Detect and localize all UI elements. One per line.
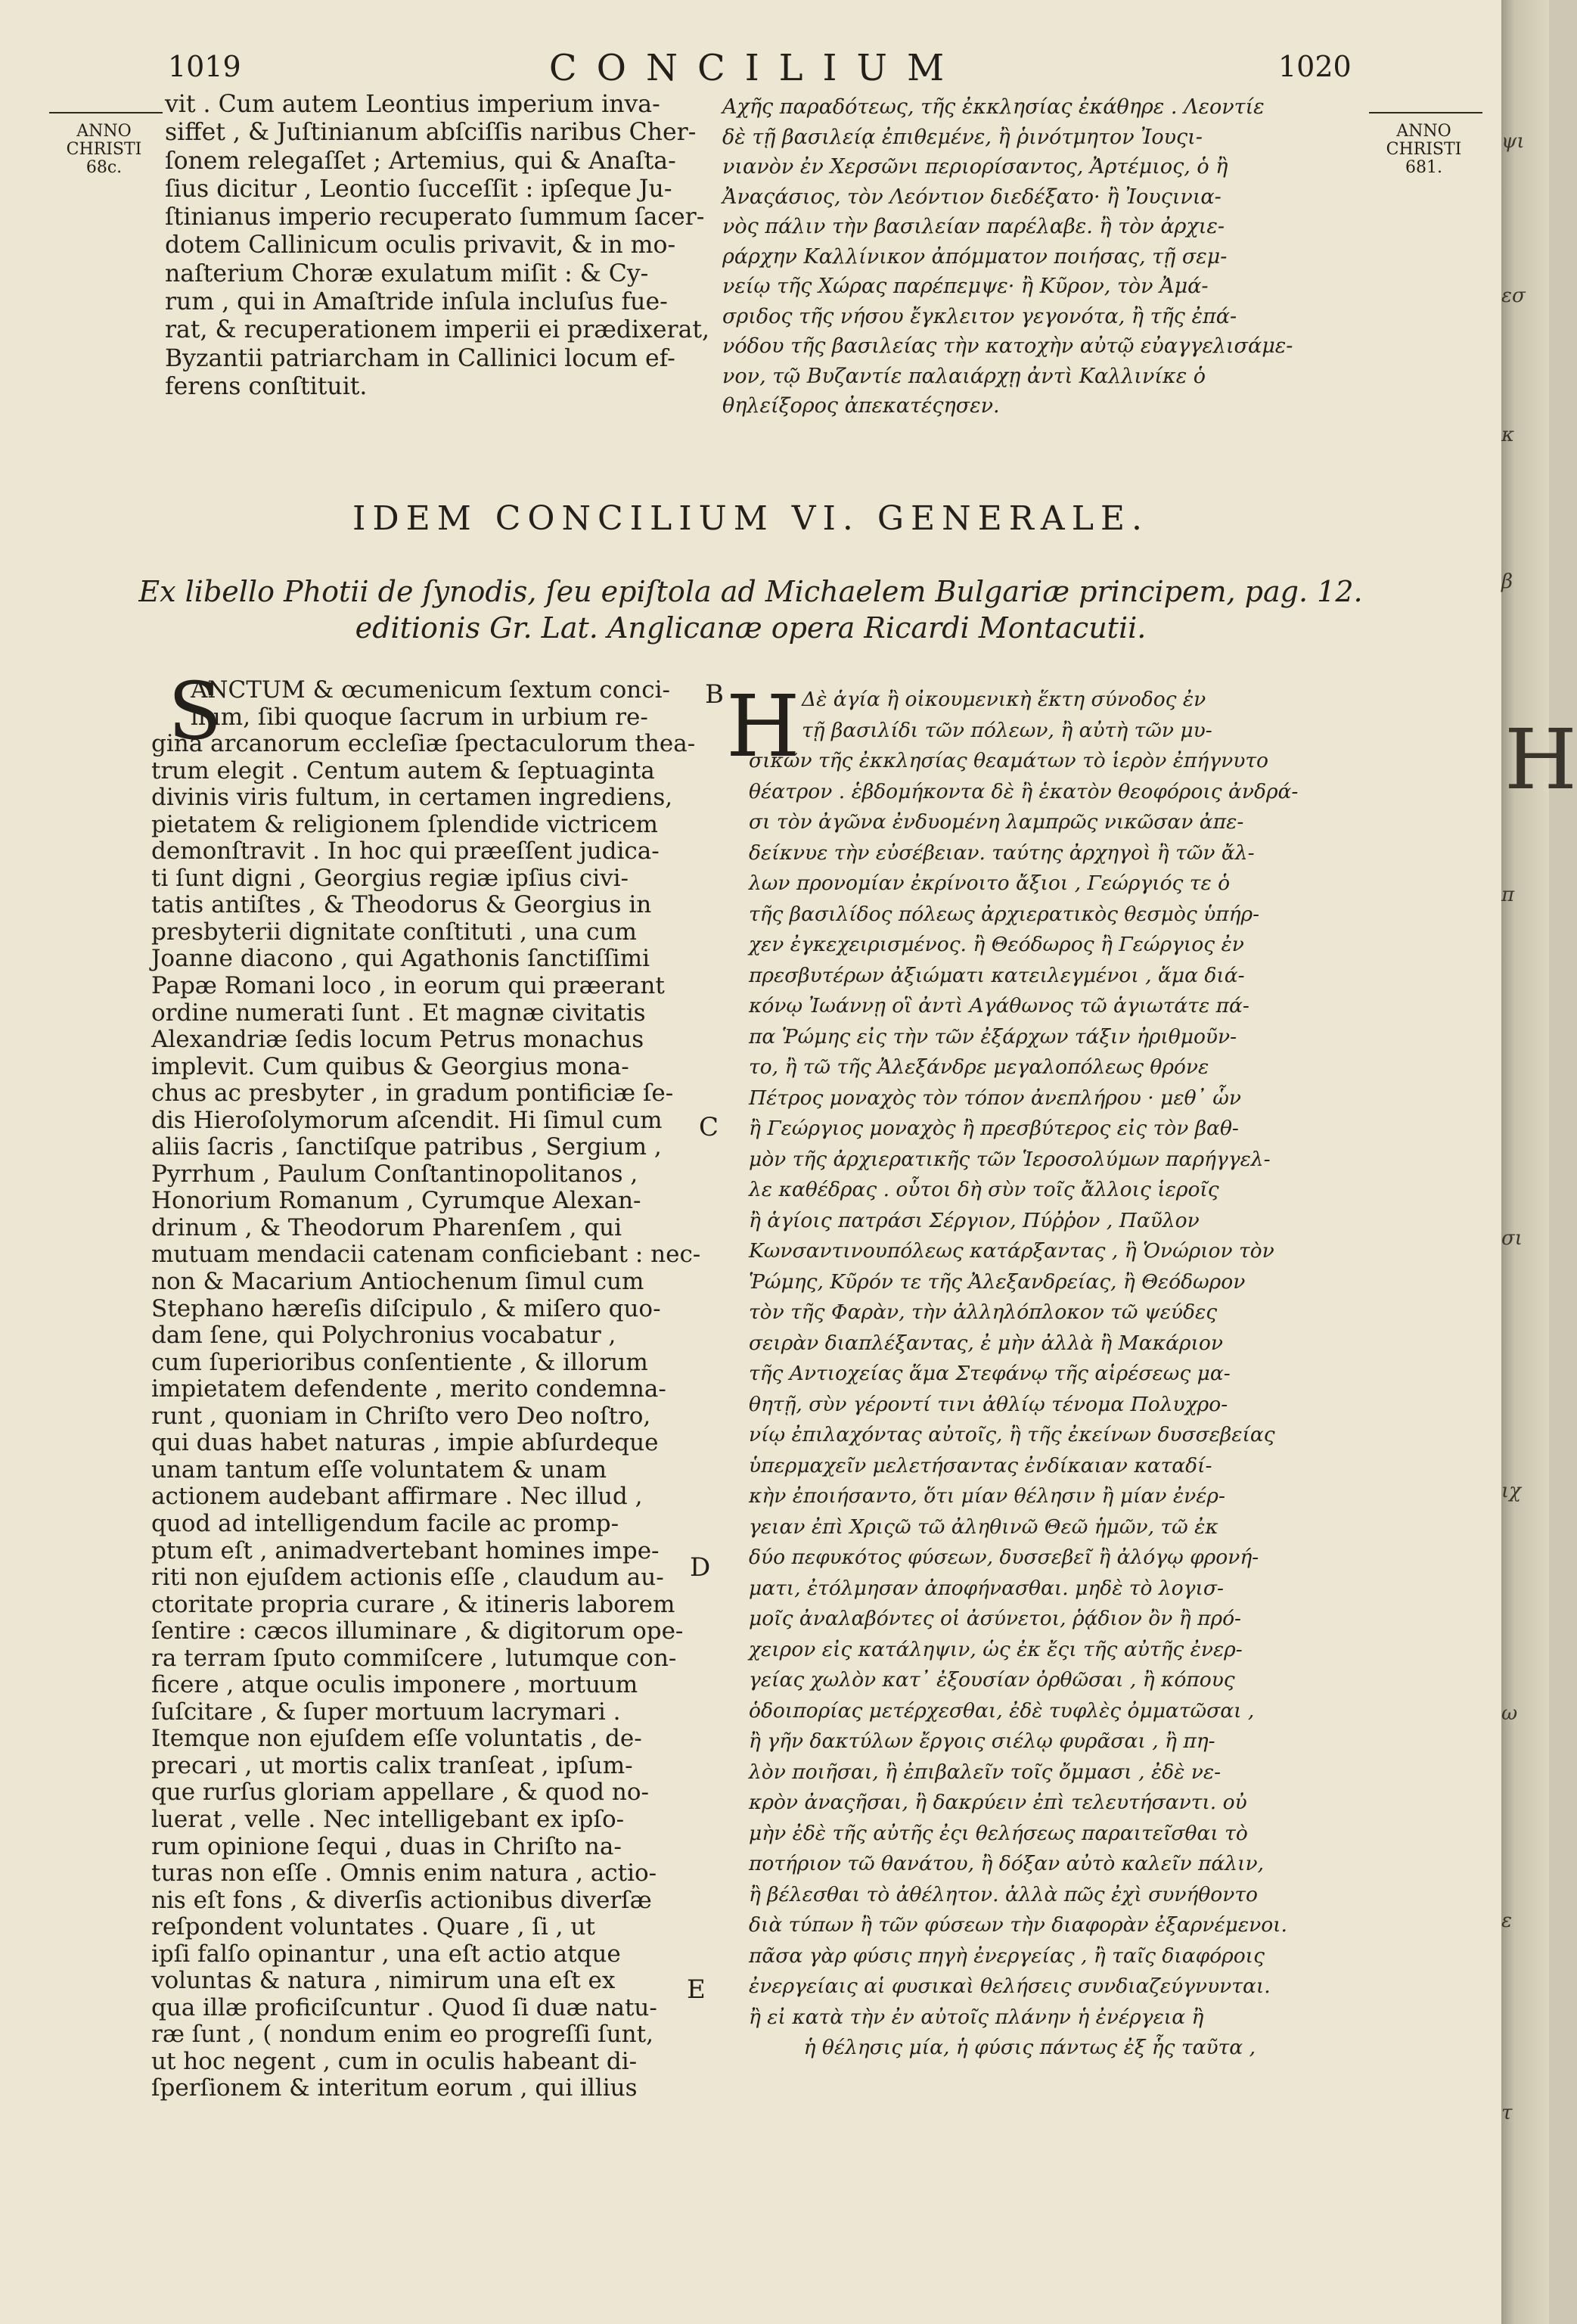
- text-line: ti ſunt digni , Georgius regiæ ipſius civi-: [151, 864, 629, 892]
- text-line: lium, ſibi quoque ſacrum in urbium re-: [191, 703, 648, 731]
- page-number-left: 1019: [168, 50, 241, 83]
- margin-rule-right: [1369, 112, 1482, 113]
- text-line: θέατρον . ἑβδομήκοντα δὲ ἢ ἑκατὸν θεοφόροις ἀνδρά-: [749, 779, 1299, 803]
- section-letter-e: E: [687, 1974, 706, 2005]
- text-line: rat, & recuperationem imperii ei prædixerat,: [165, 316, 710, 344]
- text-line: aliis ſacris , ſanctiſque patribus , Sergium ,: [151, 1133, 662, 1161]
- text-line: implevit. Cum quibus & Georgius mona-: [151, 1052, 629, 1080]
- text-line: luerat , velle . Nec intelligebant ex ipſo-: [151, 1805, 625, 1833]
- text-line: ctoritate propria curare , & itineris laborem: [151, 1590, 675, 1618]
- text-line: διὰ τύπων ἢ τῶν φύσεων τὴν διαφορὰν ἐξαρνέμενοι.: [749, 1913, 1287, 1937]
- text-line: ἢ γῆν δακτύλων ἔργοις σιέλῳ φυρᾶσαι , ἢ πη-: [749, 1729, 1215, 1753]
- text-line: σι τὸν ἀγῶνα ἐνδυομένη λαμπρῶς νικῶσαν ἀπε-: [749, 810, 1244, 834]
- text-line: κὴν ἐποιήσαντο, ὅτι μίαν θέλησιν ἢ μίαν ἐνέρ-: [749, 1484, 1225, 1508]
- text-line: ἢ Γεώργιος μοναχὸς ἢ πρεσβύτερος εἰς τὸν βαθ-: [749, 1117, 1239, 1140]
- text-line: trum elegit . Centum autem & ſeptuaginta: [151, 757, 655, 785]
- subheading-line-2: editionis Gr. Lat. Anglicanæ opera Ricardi Montacutii.: [355, 611, 1147, 645]
- section-heading: IDEM CONCILIUM VI. GENERALE.: [352, 499, 1150, 538]
- text-line: Joanne diacono , qui Agathonis ſanctiſſimi: [151, 945, 650, 973]
- text-line: ματι, ἐτόλμησαν ἀποφήνασθαι. μηδὲ τὸ λογισ-: [749, 1576, 1224, 1600]
- running-head: CONCILIUM: [548, 47, 964, 89]
- text-line: γειαν ἐπὶ Χριςῶ τῶ ἀληθινῶ Θεῶ ἡμῶν, τῶ ἐκ: [749, 1515, 1218, 1539]
- text-line: σειρὰν διαπλέξαντας, ἐ μὴν ἀλλὰ ἢ Μακάριον: [749, 1331, 1223, 1355]
- text-line: θητῇ, σὺν γέροντί τινι ἀθλίῳ τένομα Πολυχρο-: [749, 1392, 1228, 1416]
- text-line: τῇ βασιλίδι τῶν πόλεων, ἢ αὐτὴ τῶν μυ-: [802, 718, 1212, 742]
- text-line: runt , quoniam in Chriſto vero Deo noſtro,: [151, 1402, 651, 1430]
- text-line: drinum , & Theodorum Pharenſem , qui: [151, 1213, 622, 1241]
- text-line: tatis antiſtes , & Theodorus & Georgius in: [151, 891, 652, 919]
- text-line: μοῖς ἀναλαβόντες οἱ ἀσύνετοι, ῥᾴδιον ὂν ἢ πρό-: [749, 1607, 1241, 1630]
- text-line: qua illæ proficiſcuntur . Quod ſi duæ natu-: [151, 1993, 657, 2021]
- text-line: ἢ βέλεσθαι τὸ ἀθέλητον. ἀλλὰ πῶς ἐχὶ συνήθοντο: [749, 1882, 1258, 1906]
- margin-rule-left: [49, 112, 163, 113]
- text-line: cum ſuperioribus conſentiente , & illorum: [151, 1348, 648, 1376]
- text-line: quod ad intelligendum facile ac promp-: [151, 1509, 619, 1537]
- text-line: ſuſcitare , & ſuper mortuum lacrymari .: [151, 1698, 621, 1726]
- section-letter-d: D: [690, 1552, 711, 1583]
- text-line: πα Ῥώμης εἰς τὴν τῶν ἐξάρχων τάξιν ἠριθμοῦν-: [749, 1024, 1237, 1049]
- adjacent-page-dropcap: H: [1504, 711, 1577, 808]
- section-letter-c: C: [699, 1112, 719, 1142]
- text-line: Πέτρος μοναχὸς τὸν τόπον ἀνεπλήρου · μεθ᾽ ὧν: [749, 1086, 1241, 1110]
- text-line: σριδος τῆς νήσου ἔγκλειτον γεγονότα, ἢ τῆς ἐπά-: [722, 304, 1237, 328]
- text-line: ſonem relegaſſet ; Artemius, qui & Anaſta-: [165, 147, 676, 175]
- text-line: λὸν ποιῆσαι, ἢ ἐπιβαλεῖν τοῖς ὄμμασι , ἐδὲ νε-: [749, 1760, 1222, 1784]
- adjacent-page-edge: [1501, 0, 1577, 2324]
- drop-cap-greek: Η: [726, 678, 800, 776]
- text-line: γείας χωλὸν κατ᾽ ἐξουσίαν ὀρθῶσαι , ἢ κόπους: [749, 1668, 1235, 1692]
- text-line: ANCTUM & œcumenicum ſextum conci-: [191, 676, 670, 704]
- subheading-line-1: Ex libello Photii de ſynodis, ſeu epiſtola ad Michaelem Bulgariæ principem, pag. 12.: [138, 575, 1363, 608]
- text-line: pietatem & religionem ſplendide victricem: [151, 810, 658, 838]
- top-greek-text: [722, 92, 1365, 421]
- text-line: Stephano hæreſis diſcipulo , & miſero quo-: [151, 1294, 661, 1322]
- text-line: νείῳ τῆς Χώρας παρέπεμψε· ἢ Κῦρον, τὸν Ἀμά-: [722, 275, 1209, 298]
- text-line: ra terram ſputo commiſcere , lutumque con-: [151, 1644, 677, 1672]
- text-line: Byzantii patriarcham in Callinici locum ef-: [165, 344, 675, 372]
- text-line: impietatem defendente , merito condemna-: [151, 1375, 666, 1403]
- margin-note-right: ANNO CHRISTI 681.: [1386, 122, 1462, 177]
- text-line: δείκνυε τὴν εὐσέβειαν. ταύτης ἀρχηγοὶ ἢ τῶν ἄλ-: [749, 840, 1255, 865]
- text-line: ordine numerati ſunt . Et magnæ civitatis: [151, 999, 646, 1027]
- text-line: ficere , atque oculis imponere , mortuum: [151, 1671, 638, 1699]
- text-line: Κωνσαντινουπόλεως κατάρξαντας , ἢ Ὁνώριον τὸν: [749, 1239, 1274, 1263]
- text-line: que rurſus gloriam appellare , & quod no-: [151, 1779, 649, 1807]
- text-line: θηλείξορος ἀπεκατέςησεν.: [722, 394, 1000, 418]
- text-line: ſius dicitur , Leontio ſucceſſit : ipſeque Ju-: [165, 175, 672, 203]
- text-line: δὲ τῇ βασιλείᾳ ἐπιθεμένε, ἢ ῥινότμητον Ἰουςι-: [722, 125, 1203, 149]
- text-line: divinis viris fultum, in certamen ingrediens,: [151, 784, 673, 812]
- text-line: unam tantum eſſe voluntatem & unam: [151, 1456, 607, 1484]
- top-latin-text: [165, 91, 713, 401]
- text-line: reſpondent voluntates . Quare , ſi , ut: [151, 1913, 595, 1941]
- text-line: dam ſene, qui Polychronius vocabatur ,: [151, 1322, 616, 1350]
- text-line: qui duas habet naturas , impie abſurdeque: [151, 1429, 659, 1457]
- text-line: presbyterii dignitate conſtituti , una cum: [151, 918, 637, 946]
- text-line: Papæ Romani loco , in eorum qui præerant: [151, 972, 665, 1000]
- text-line: ἢ ἁγίοις πατράσι Σέργιον, Πύῤῥον , Παῦλον: [749, 1208, 1200, 1232]
- drop-cap-latin: S: [168, 665, 222, 757]
- text-line: Itemque non ejuſdem eſſe voluntatis , de-: [151, 1725, 642, 1753]
- text-line: μὴν ἐδὲ τῆς αὐτῆς ἐςι θελήσεως παραιτεῖσθαι τὸ: [749, 1821, 1248, 1845]
- text-line: πᾶσα γὰρ φύσις πηγὴ ἐνεργείας , ἢ ταῖς διαφόροις: [749, 1943, 1265, 1968]
- text-line: κόνῳ Ἰωάννῃ οἳ ἀντὶ Αγάθωνος τῶ ἁγιωτάτε πά-: [749, 994, 1249, 1018]
- text-line: Pyrrhum , Paulum Conſtantinopolitanos ,: [151, 1160, 638, 1188]
- text-line: ποτήριον τῶ θανάτου, ἢ δόξαν αὐτὸ καλεῖν πάλιν,: [749, 1852, 1265, 1875]
- text-line: νον, τῷ Βυζαντίε παλαιάρχῃ ἀντὶ Καλλινίκε ὁ: [722, 364, 1206, 388]
- text-line: rum opinione ſequi , duas in Chriſto na-: [151, 1832, 622, 1860]
- text-line: τῆς βασιλίδος πόλεως ἀρχιερατικὸς θεσμὸς ὑπήρ-: [749, 902, 1260, 926]
- text-line: dotem Callinicum oculis privavit, & in mo-: [165, 231, 676, 259]
- text-line: mutuam mendacii catenam conficiebant : nec-: [151, 1241, 701, 1269]
- text-line: νιανὸν ἐν Χερσῶνι περιορίσαντος, Ἀρτέμιος, ὁ ἢ: [722, 155, 1228, 179]
- text-line: σικῶν τῆς ἐκκλησίας θεαμάτων τὸ ἱερὸν ἐπήγνυτο: [749, 749, 1268, 772]
- text-line: nis eſt fons , & diverſis actionibus diverſæ: [151, 1886, 652, 1914]
- text-line: naſterium Choræ exulatum miſit : & Cy-: [165, 259, 649, 287]
- page-number-right: 1020: [1278, 50, 1352, 83]
- text-line: ἡ θέλησις μία, ἡ φύσις πάντως ἐξ ἧς ταῦτα ,: [803, 2036, 1256, 2059]
- text-line: νόδου τῆς βασιλείας τὴν κατοχὴν αὐτῷ εὐαγγελισάμε-: [722, 334, 1293, 358]
- text-line: Alexandriæ ſedis locum Petrus monachus: [151, 1026, 644, 1054]
- text-line: ἐνεργείαις αἱ φυσικαὶ θελήσεις συνδιαζεύγνυνται.: [749, 1974, 1271, 1998]
- text-line: κρὸν ἀναςῆσαι, ἢ δακρύειν ἐπὶ τελευτήσαντι. οὐ: [749, 1791, 1247, 1814]
- text-line: ſtinianus imperio recuperato ſummum ſacer-: [165, 204, 705, 231]
- text-line: rum , qui in Amaſtride inſula incluſus fue-: [165, 288, 668, 316]
- text-line: Ῥώμης, Κῦρόν τε τῆς Ἀλεξανδρείας, ἢ Θεόδωρον: [749, 1269, 1246, 1294]
- text-line: λε καθέδρας . οὗτοι δὴ σὺν τοῖς ἄλλοις ἱεροῖς: [749, 1178, 1219, 1201]
- text-line: chus ac presbyter , in gradum pontificiæ ſe-: [151, 1080, 674, 1108]
- text-line: riti non ejuſdem actionis eſſe , claudum au-: [151, 1564, 664, 1592]
- text-line: ræ ſunt , ( nondum enim eo progreſſi ſunt,: [151, 2021, 653, 2049]
- section-letter-b: B: [705, 679, 724, 710]
- text-line: gina arcanorum eccleſiæ ſpectaculorum thea-: [151, 730, 696, 758]
- text-line: λων προνομίαν ἐκρίνοιτο ἄξιοι , Γεώργιός τε ὁ: [749, 872, 1231, 895]
- greek-column: [749, 685, 1377, 2064]
- text-line: τῆς Αντιοχείας ἅμα Στεφάνῳ τῆς αἱρέσεως μα-: [749, 1362, 1231, 1385]
- text-line: νὸς πάλιν τὴν βασιλείαν παρέλαβε. ἢ τὸν ἀρχιε-: [722, 215, 1225, 238]
- text-line: ipſi falſo opinantur , una eſt actio atque: [151, 1940, 621, 1968]
- text-line: ut hoc negent , cum in oculis habeant di-: [151, 2047, 638, 2075]
- text-line: ferens conſtituit.: [165, 372, 368, 400]
- text-line: ὑπερμαχεῖν μελετήσαντας ἐνδίκαιαν καταδί-: [749, 1453, 1212, 1477]
- text-line: turas non eſſe . Omnis enim natura , actio-: [151, 1860, 657, 1887]
- text-line: ὁδοιπορίας μετέρχεσθαι, ἐδὲ τυφλὲς ὀμματῶσαι ,: [749, 1698, 1255, 1723]
- text-line: μὸν τῆς ἀρχιερατικῆς τῶν Ἱεροσολύμων παρήγγελ-: [749, 1147, 1271, 1171]
- margin-note-left: ANNO CHRISTI 68c.: [66, 122, 142, 177]
- text-line: vit . Cum autem Leontius imperium inva-: [165, 91, 660, 118]
- text-line: πρεσβυτέρων ἀξιώματι κατειλεγμένοι , ἅμα διά-: [749, 963, 1245, 987]
- text-line: ſentire : cæcos illuminare , & digitorum ope-: [151, 1617, 684, 1645]
- text-line: χεν ἐγκεχειρισμένος. ἢ Θεόδωρος ἢ Γεώργιος ἐν: [749, 933, 1244, 956]
- text-line: siffet , & Juſtinianum abſciſſis naribus Cher-: [165, 119, 697, 147]
- text-line: demonſtravit . In hoc qui præeſſent judica-: [151, 837, 660, 865]
- text-line: ἢ εἰ κατὰ τὴν ἐν αὐτοῖς πλάνην ἡ ἐνέργεια ἢ: [749, 2005, 1204, 2029]
- text-line: Ἀναςάσιος, τὸν Λεόντιον διεδέξατο· ἢ Ἰουςινια-: [722, 185, 1222, 209]
- text-line: ptum eſt , animadvertebant homines impe-: [151, 1536, 660, 1564]
- text-line: dis Hieroſolymorum aſcendit. Hi ſimul cum: [151, 1106, 663, 1134]
- text-line: ράρχην Καλλίνικον ἀπόμματον ποιήσας, τῇ σεμ-: [722, 244, 1228, 269]
- text-line: ſperſionem & interitum eorum , qui illius: [151, 2074, 638, 2102]
- text-line: actionem audebant affirmare . Nec illud ,: [151, 1483, 643, 1511]
- text-line: τὸν τῆς Φαρὰν, τὴν ἀλληλόπλοκον τῶ ψεύδες: [749, 1300, 1218, 1324]
- text-line: precari , ut mortis calix tranſeat , ipſum-: [151, 1751, 633, 1779]
- text-line: δύο πεφυκότος φύσεων, δυσσεβεῖ ἢ ἀλόγῳ φρονή-: [749, 1546, 1259, 1569]
- text-line: Honorium Romanum , Cyrumque Alexan-: [151, 1187, 641, 1215]
- text-line: Δὲ ἁγία ἢ οἰκουμενικὴ ἕκτη σύνοδος ἐν: [802, 688, 1206, 711]
- text-line: voluntas & natura , nimirum una eſt ex: [151, 1967, 616, 1995]
- text-line: non & Macarium Antiochenum ſimul cum: [151, 1268, 644, 1296]
- text-line: χειρον εἰς κατάληψιν, ὡς ἐκ ἔςι τῆς αὐτῆς ἐνερ-: [749, 1637, 1243, 1661]
- text-line: Αχῆς παραδότεως, τῆς ἐκκλησίας ἐκάθηρε . Λεοντίε: [722, 95, 1265, 119]
- latin-column: [151, 677, 715, 2102]
- text-line: νίῳ ἐπιλαχόντας αὐτοῖς, ἢ τῆς ἐκείνων δυσσεβείας: [749, 1423, 1275, 1446]
- adjacent-page-text: ψι εσ κ β π σι ιχ ω ε τ: [1501, 130, 1526, 2124]
- text-line: το, ἢ τῶ τῆς Ἀλεξάνδρε μεγαλοπόλεως θρόνε: [749, 1055, 1209, 1079]
